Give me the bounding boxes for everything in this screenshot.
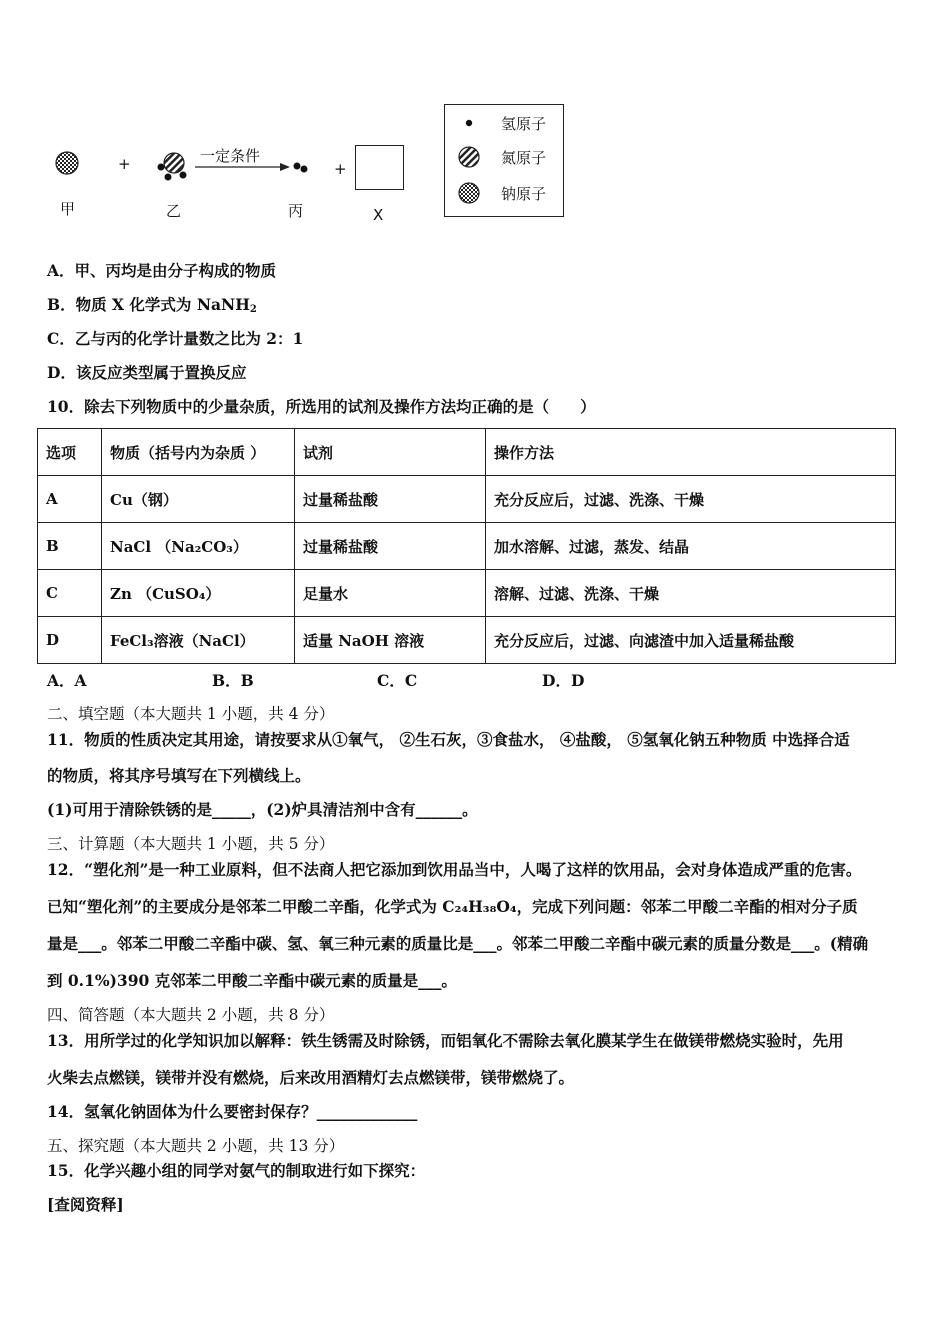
label-jia: 甲: [60, 200, 76, 218]
sodium-atom-icon: [56, 152, 78, 174]
q12-line: 12．“塑化剂”是一种工业原料，但不法商人把它添加到饮用品当中，人喝了这样的饮用品，会对身体造成严重的危害。: [47, 860, 862, 879]
table-cell: A: [38, 476, 102, 523]
section-heading: 三、计算题（本大题共 1 小题，共 5 分）: [47, 835, 335, 853]
q11-line: 11．物质的性质决定其用途，请按要求从①氧气， ②生石灰，③食盐水， ④盐酸， ⑤氢氧化钠五种物质 中选择合适: [47, 730, 850, 749]
ammonia-molecule-icon: [158, 153, 187, 181]
table-cell: 充分反应后，过滤、向滤渣中加入适量稀盐酸: [486, 617, 896, 664]
table-cell: FeCl₃溶液（NaCl）: [102, 617, 295, 664]
plus-sign: +: [334, 160, 347, 178]
legend-text: 氮原子: [501, 149, 547, 167]
table-cell: NaCl （Na₂CO₃）: [102, 523, 295, 570]
section-heading: 二、填空题（本大题共 1 小题，共 4 分）: [47, 705, 335, 723]
q15-line: 15．化学兴趣小组的同学对氨气的制取进行如下探究：: [47, 1161, 426, 1180]
table-cell: B: [38, 523, 102, 570]
table-cell: 适量 NaOH 溶液: [295, 617, 486, 664]
table-row: [38, 523, 896, 570]
table-cell: Zn （CuSO₄）: [102, 570, 295, 617]
q12-line: 到 0.1%)390 克邻苯二甲酸二辛酯中碳元素的质量是___。: [47, 971, 457, 990]
q9-option-c: C．乙与丙的化学计量数之比为 2：1: [47, 329, 304, 348]
small-dot-icon: [459, 113, 479, 133]
q12-line: 已知“塑化剂”的主要成分是邻苯二甲酸二辛酯，化学式为 C₂₄H₃₈O₄，完成下列问题：邻苯二甲酸二辛酯的相对分子质: [47, 897, 858, 916]
choice-d: D．D: [542, 671, 585, 690]
q10-stem: 10．除去下列物质中的少量杂质，所选用的试剂及操作方法均正确的是（ ）: [47, 397, 596, 416]
choice-c: C．C: [377, 671, 418, 690]
table-cell: Cu（钢）: [102, 476, 295, 523]
table-cell: 足量水: [295, 570, 486, 617]
legend-row: [445, 181, 563, 205]
section-heading: 四、简答题（本大题共 2 小题，共 8 分）: [47, 1006, 335, 1024]
reaction-condition: 一定条件: [200, 147, 261, 165]
legend-row: [445, 145, 563, 169]
table-row: [38, 476, 896, 523]
q9-option-a: A．甲、丙均是由分子构成的物质: [47, 261, 277, 280]
atom-legend: [444, 104, 564, 217]
table-row: [38, 617, 896, 664]
table-cell: 加水溶解、过滤，蒸发、结晶: [486, 523, 896, 570]
plus-sign: +: [118, 155, 131, 173]
table-cell: 充分反应后，过滤、洗涤、干燥: [486, 476, 896, 523]
q11-line: (1)可用于清除铁锈的是_____，(2)炉具清洁剂中含有______。: [47, 800, 478, 819]
unknown-product-box: [355, 145, 404, 190]
q13-line: 火柴去点燃镁，镁带并没有燃烧，后来改用酒精灯去点燃镁带，镁带燃烧了。: [47, 1068, 575, 1087]
lookup-heading: [查阅资释]: [47, 1195, 124, 1214]
section-heading: 五、探究题（本大题共 2 小题，共 13 分）: [47, 1137, 345, 1155]
table-header-row: [38, 429, 896, 476]
striped-circle-icon: [457, 145, 481, 169]
table-header: 操作方法: [486, 429, 896, 476]
table-cell: 过量稀盐酸: [295, 523, 486, 570]
q14-line: 14．氢氧化钠固体为什么要密封保存？_____________: [47, 1102, 418, 1121]
label-yi: 乙: [166, 202, 182, 220]
q13-line: 13．用所学过的化学知识加以解释：铁生锈需及时除锈，而铝氧化不需除去氧化膜某学生在做镁带燃烧实验时，先用: [47, 1031, 844, 1050]
subscript: 2: [249, 304, 257, 315]
q9-option-d: D．该反应类型属于置换反应: [47, 363, 247, 382]
hydrogen-molecule-icon: [294, 163, 308, 173]
q12-line: 量是___。邻苯二甲酸二辛酯中碳、氢、氧三种元素的质量比是___。邻苯二甲酸二辛酯中碳元素的质量分数是___。(精确: [47, 934, 869, 953]
label-x: X: [373, 206, 384, 224]
table-header: 选项: [38, 429, 102, 476]
table-row: [38, 570, 896, 617]
q9-option-b-text: B．物质 X 化学式为 NaNH: [47, 295, 250, 314]
legend-text: 钠原子: [501, 185, 547, 203]
q11-line: 的物质，将其序号填写在下列横线上。: [47, 766, 311, 785]
label-bing: 丙: [288, 202, 304, 220]
choice-b: B．B: [212, 671, 254, 690]
table-cell: 过量稀盐酸: [295, 476, 486, 523]
table-cell: 溶解、过滤、洗涤、干燥: [486, 570, 896, 617]
table-cell: C: [38, 570, 102, 617]
checkered-circle-icon: [457, 181, 481, 205]
table-cell: D: [38, 617, 102, 664]
choice-a: A．A: [47, 671, 87, 690]
table-header: 试剂: [295, 429, 486, 476]
table-header: 物质（括号内为杂质 ）: [102, 429, 295, 476]
q9-option-b: [47, 295, 257, 320]
q10-table: [37, 428, 896, 664]
legend-row: [445, 111, 563, 135]
legend-text: 氢原子: [501, 115, 547, 133]
